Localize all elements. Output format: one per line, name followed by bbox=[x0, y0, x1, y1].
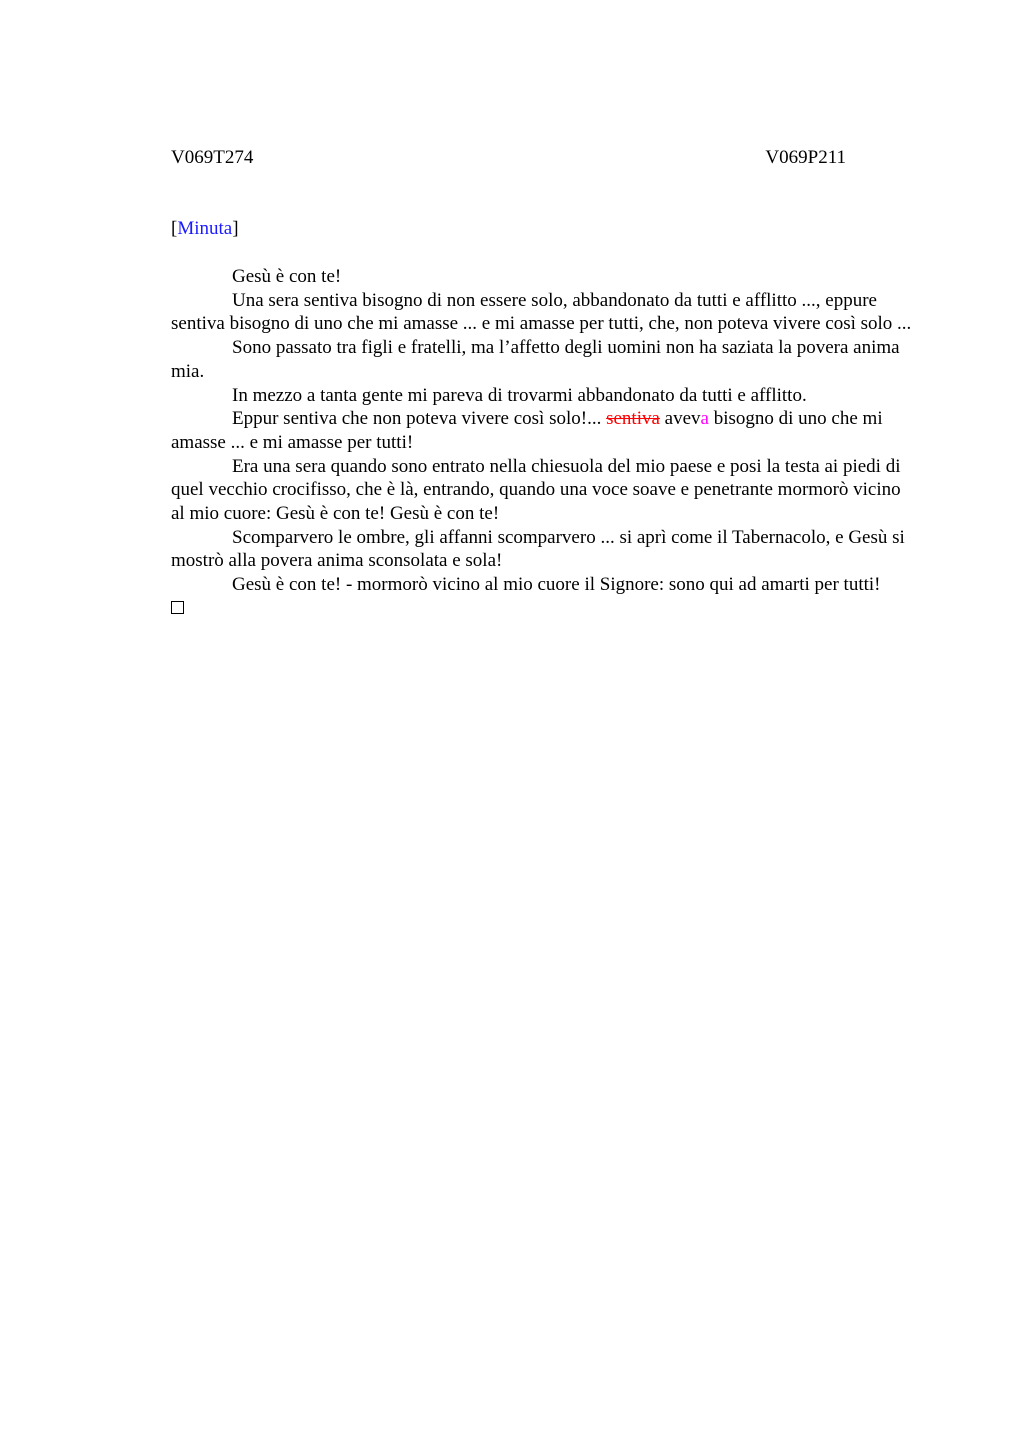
close-bracket: ] bbox=[232, 218, 239, 239]
document-code-right: V069P211 bbox=[765, 147, 846, 168]
revised-paragraph bbox=[171, 407, 916, 454]
deleted-word: sentiva bbox=[606, 408, 660, 430]
section-label-text: Minuta bbox=[177, 218, 233, 239]
document-body bbox=[171, 265, 916, 614]
paragraph: Gesù è con te! bbox=[232, 266, 342, 287]
paragraph: Una sera sentiva bisogno di non essere solo, abbandonato da tutti e afflitto ..., eppure sentiva bisogno di uno che mi amasse ... e mi amasse per tutti, che, non poteva vivere così solo ... bbox=[171, 289, 912, 335]
paragraph: In mezzo a tanta gente mi pareva di trovarmi abbandonato da tutti e afflitto. bbox=[232, 384, 807, 406]
section-label bbox=[171, 217, 239, 241]
paragraph: Scomparvero le ombre, gli affanni scomparvero ... si aprì come il Tabernacolo, e Gesù si mostrò alla povera anima sconsolata e sola! bbox=[171, 526, 905, 572]
revised-text-between: avev bbox=[659, 408, 701, 430]
revised-text-after: bisogno di uno che mi amasse ... e mi amasse per tutti! bbox=[171, 408, 883, 453]
document-code-left: V069T274 bbox=[171, 147, 254, 168]
paragraph: Gesù è con te! - mormorò vicino al mio cuore il Signore: sono qui ad amarti per tutti! bbox=[232, 574, 881, 596]
paragraph: Sono passato tra figli e fratelli, ma l’affetto degli uomini non ha saziata la povera anima mia. bbox=[171, 337, 900, 382]
paragraph: Era una sera quando sono entrato nella chiesuola del mio paese e posi la testa ai piedi di quel vecchio crocifisso, che è là, entrando, quando una voce soave e penetrante mormorò vicino al mio cuore: Gesù è con te! Gesù è con te! bbox=[171, 455, 901, 525]
revised-text-before: Eppur sentiva che non poteva vivere così solo!... bbox=[232, 408, 607, 430]
square-outline-icon bbox=[171, 601, 184, 614]
open-bracket: [ bbox=[171, 218, 178, 239]
inserted-letter: a bbox=[700, 408, 709, 430]
